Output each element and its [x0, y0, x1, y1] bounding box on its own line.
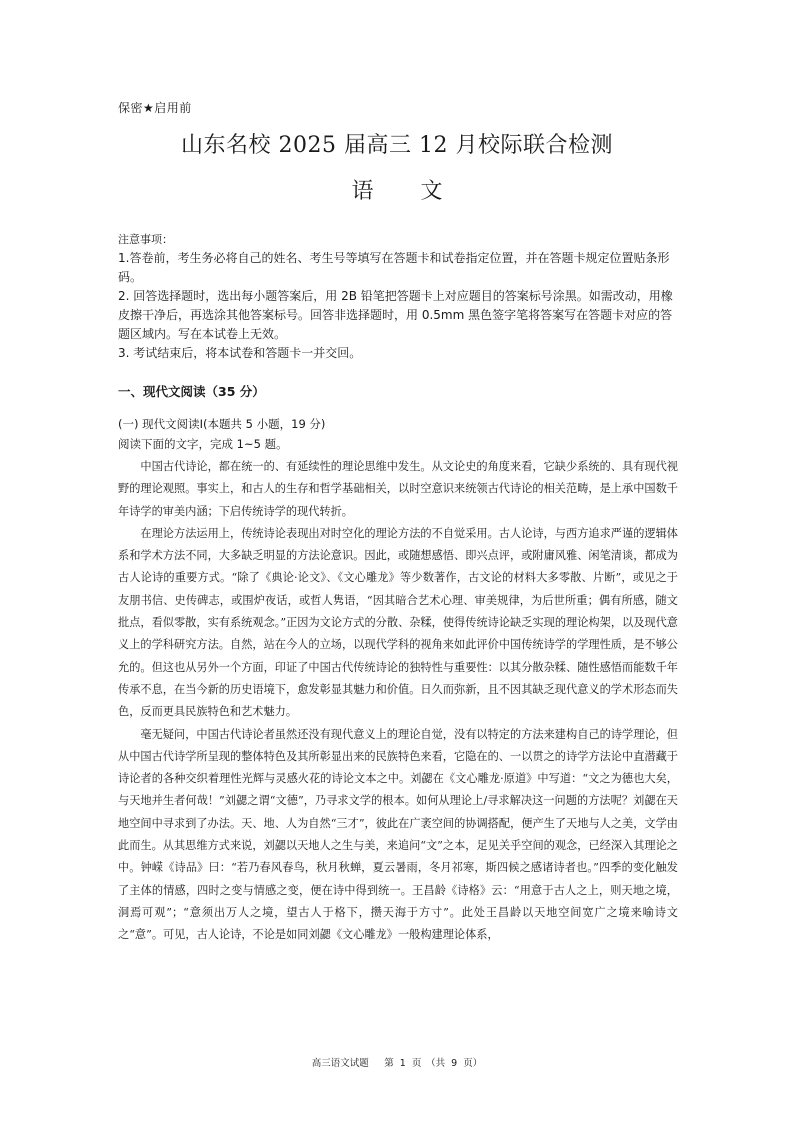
note-item: 3. 考试结束后，将本试卷和答题卡一并交回。 [118, 346, 362, 360]
reading-passage [118, 456, 678, 947]
passage-paragraph: 中国古代诗论，都在统一的、有延续性的理论思维中发生。从文论史的角度来看，它缺少系统的、具有现代视野的理论观照。事实上，和古人的生存和哲学基础相关，以时空意识来统领古代诗论的相关范畴，是上承中国数千年诗学的审美内涵；下启传统诗学的现代转折。 [118, 460, 678, 518]
reading-instruction: 阅读下面的文字，完成 1~5 题。 [118, 437, 288, 451]
note-item: 1.答卷前，考生务必将自己的姓名、考生号等填写在答题卡和试卷指定位置，并在答题卡规定位置贴条形码。 [118, 251, 670, 284]
confidential-label: 保密★启用前 [118, 101, 192, 115]
passage-paragraph: 在理论方法运用上，传统诗论表现出对时空化的理论方法的不自觉采用。古人论诗，与西方追求严谨的逻辑体系和学术方法不同，大多缺乏明显的方法论意识。因此，或随想感悟、即兴点评，或附庸风雅、闲笔清谈，都成为古人论诗的重要方式。“除了《典论·论文》、《文心雕龙》等少数著作，古文论的材料大多零散、片断”，或见之于友朋书信、史传碑志，或围炉夜话，或哲人隽语，“因其暗合艺术心理、审美规律，为后世所重；偶有所感，随文批点，看似零散，实有系统观念。”正因为文论方式的分散、杂糅，使得传统诗论缺乏实现的理论构架，以及现代意义上的学科研究方法。自然，站在今人的立场，以现代学科的视角来如此评价中国传统诗学的学理性质，是不够公允的。但这也从另外一个方面，印证了中国古代传统诗论的独特性与重要性：以其分散杂糅、随性感悟而能数千年传承不息，在当今新的历史语境下，愈发彰显其魅力和价值。日久而弥新，且不因其缺乏现代意义的学术形态而失色，反而更具民族特色和艺术魅力。 [118, 526, 678, 719]
note-item: 2. 回答选择题时，选出每小题答案后，用 2B 铅笔把答题卡上对应题目的答案标号涂黑。如需改动，用橡皮擦干净后，再选涂其他答案标号。回答非选择题时，用 0.5mm 黑色签字笔将答案写在答题卡对应的答题区域内。写在本试卷上无效。 [118, 289, 673, 341]
exam-notes [118, 230, 678, 363]
section-subheading: (一) 现代文阅读Ⅰ(本题共 5 小题，19 分) [118, 417, 326, 431]
subject-title: 语 文 [351, 179, 463, 204]
section-heading: 一、现代文阅读（35 分） [118, 384, 265, 399]
exam-title: 山东名校 2025 届高三 12 月校际联合检测 [181, 133, 613, 158]
passage-paragraph: 毫无疑问，中国古代诗论者虽然还没有现代意义上的理论自觉，没有以特定的方法来建构自己的诗学理论，但从中国古代诗学所呈现的整体特色及其所彰显出来的民族特色来看，它隐在的、一以贯之的诗学方法论中直潜藏于诗论者的各种交织着理性光辉与灵感火花的诗论文本之中。刘勰在《文心雕龙·原道》中写道：“文之为德也大矣，与天地并生者何哉！”刘勰之谓“文德”，乃寻求文学的根本。如何从理论上/寻求解决这一问题的方法呢？刘勰在天地空间中寻求到了办法。天、地、人为自然“三才”，彼此在广袤空间的协调搭配，便产生了天地与人之美，文学由此而生。从其思维方式来说，刘勰以天地人之生与美，来追问“文”之本，足见关乎空间的观念，已经深入其理论之中。钟嵘《诗品》曰：“若乃春风春鸟，秋月秋蝉，夏云暑雨，冬月祁寒，斯四候之感诸诗者也。”四季的变化触发了主体的情感，四时之变与情感之变，便在诗中得到统一。王昌龄《诗格》云：“用意于古人之上，则天地之境，洞焉可观”；“意须出万人之境，望古人于格下，攒天海于方寸”。此处王昌龄以天地空间宽广之境来喻诗文之“意”。可见，古人论诗，不论是如同刘勰《文心雕龙》一般构建理论体系， [118, 727, 678, 942]
page-footer: 高三语文试题 第 1 页 （共 9 页） [311, 1058, 483, 1069]
notes-title: 注意事项： [118, 233, 173, 246]
